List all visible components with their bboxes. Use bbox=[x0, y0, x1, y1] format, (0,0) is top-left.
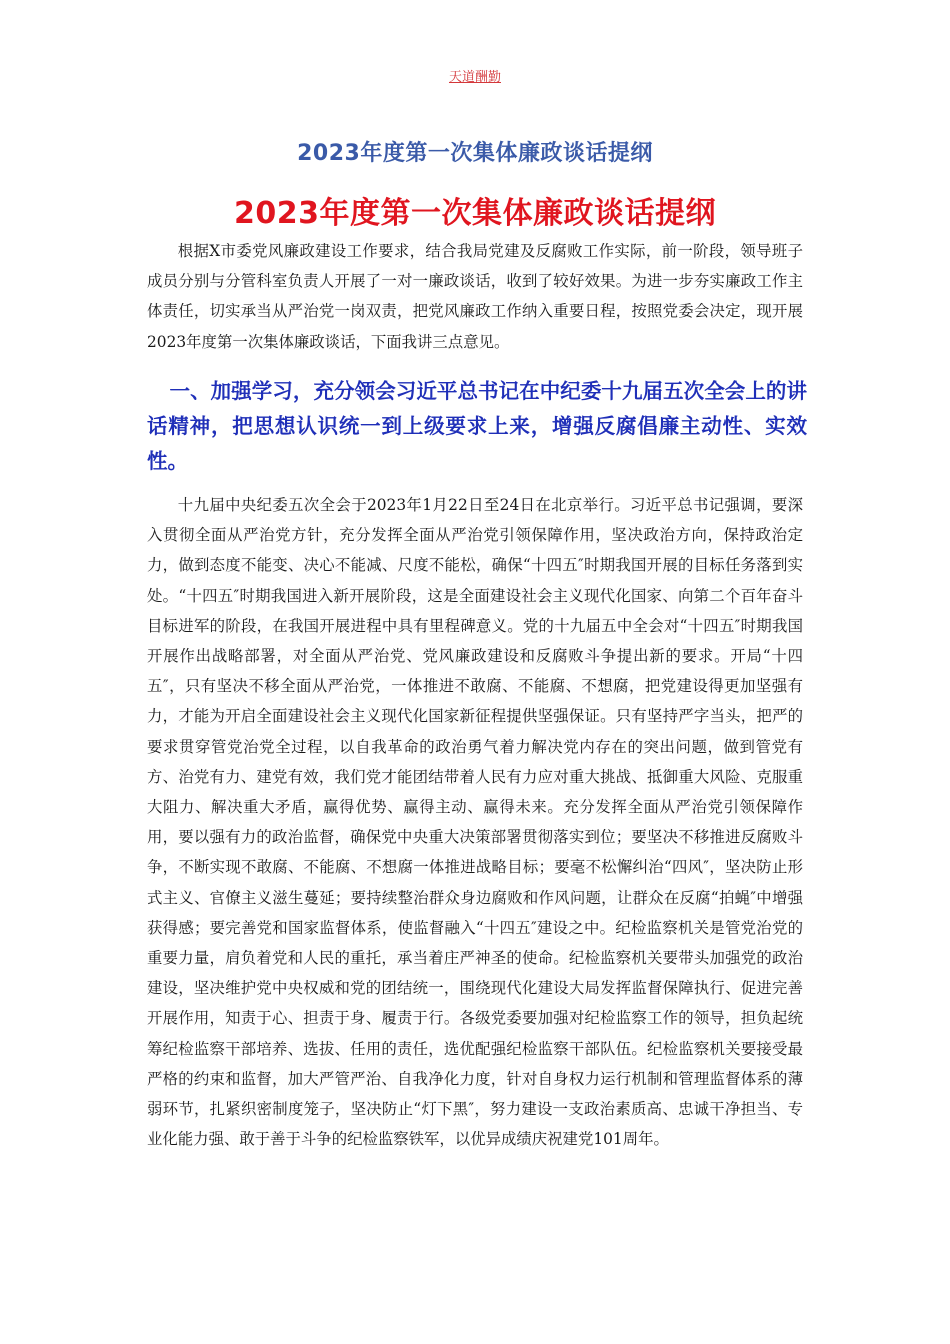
document-title-main: 2023年度第一次集体廉政谈话提纲 bbox=[234, 196, 716, 231]
section-1-heading: 一、加强学习，充分领会习近平总书记在中纪委十九届五次全会上的讲话精神，把思想认识统一到上级要求上来，增强反腐倡廉主动性、实效性。 bbox=[147, 379, 807, 473]
header-link[interactable]: 天道酬勤 bbox=[448, 70, 501, 85]
intro-paragraph: 根据X市委党风廉政建设工作要求，结合我局党建及反腐败工作实际，前一阶段，领导班子成员分别与分管科室负责人开展了一对一廉政谈话，收到了较好效果。为进一步夯实廉政工作主体责任，切实承当从严治党一岗双责，把党风廉政工作纳入重要日程，按照党委会决定，现开展2023年度第一次集体廉政谈话，下面我讲三点意见。 bbox=[147, 242, 803, 351]
section-1-body: 十九届中央纪委五次全会于2023年1月22日至24日在北京举行。习近平总书记强调，要深入贯彻全面从严治党方针，充分发挥全面从严治党引领保障作用，坚决政治方向，保持政治定力，做到态度不能变、决心不能减、尺度不能松，确保“十四五″时期我国开展的目标任务落到实处。“十四五″时期我国进入新开展阶段，这是全面建设社会主义现代化国家、向第二个百年奋斗目标进军的阶段，在我国开展进程中具有里程碑意义。党的十九届五中全会对“十四五″时期我国开展作出战略部署，对全面从严治党、党风廉政建设和反腐败斗争提出新的要求。开局“十四五″，只有坚决不移全面从严治党，一体推进不敢腐、不能腐、不想腐，把党建设得更加坚强有力，才能为开启全面建设社会主义现代化国家新征程提供坚强保证。只有坚持严字当头，把严的要求贯穿管党治党全过程，以自我革命的政治勇气着力解决党内存在的突出问题，做到管党有方、治党有力、建党有效，我们党才能团结带着人民有力应对重大挑战、抵御重大风险、克服重大阻力、解决重大矛盾，赢得优势、赢得主动、赢得未来。充分发挥全面从严治党引领保障作用，要以强有力的政治监督，确保党中央重大决策部署贯彻落实到位；要坚决不移推进反腐败斗争，不断实现不敢腐、不能腐、不想腐一体推进战略目标；要毫不松懈纠治“四风″，坚决防止形式主义、官僚主义滋生蔓延；要持续整治群众身边腐败和作风问题，让群众在反腐“拍蝇″中增强获得感；要完善党和国家监督体系，使监督融入“十四五″建设之中。纪检监察机关是管党治党的重要力量，肩负着党和人民的重托，承当着庄严神圣的使命。纪检监察机关要带头加强党的政治建设，坚决维护党中央权威和党的团结统一，围绕现代化建设大局发挥监督保障执行、促进完善开展作用，知责于心、担责于身、履责于行。各级党委要加强对纪检监察工作的领导，担负起统筹纪检监察干部培养、选拔、任用的责任，选优配强纪检监察干部队伍。纪检监察机关要接受最严格的约束和监督，加大严管严治、自我净化力度，针对自身权力运行机制和管理监督体系的薄弱环节，扎紧织密制度笼子，坚决防止“灯下黑″，努力建设一支政治素质高、忠诚干净担当、专业化能力强、敢于善于斗争的纪检监察铁军，以优异成绩庆祝建党101周年。 bbox=[147, 496, 803, 1149]
document-title-small: 2023年度第一次集体廉政谈话提纲 bbox=[297, 141, 653, 166]
